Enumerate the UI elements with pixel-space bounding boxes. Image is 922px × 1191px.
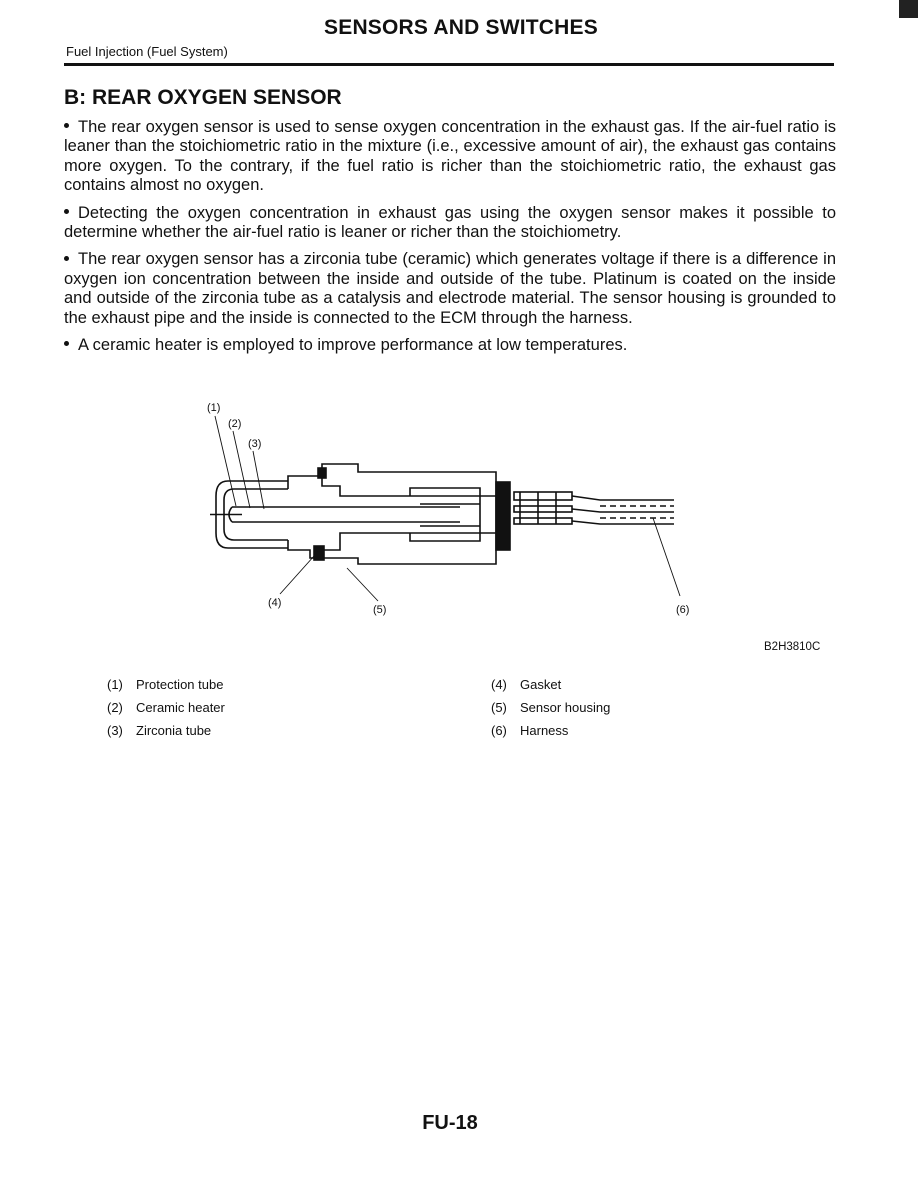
page-number: FU-18 (422, 1112, 478, 1134)
legend-label: Zirconia tube (136, 723, 212, 738)
legend-number: (5) (491, 700, 507, 715)
legend-left (107, 673, 225, 742)
callout-5: (5) (373, 604, 387, 616)
header-rule (64, 63, 834, 66)
legend-item (491, 673, 610, 696)
legend-label: Harness (520, 723, 569, 738)
legend-label: Gasket (520, 677, 562, 692)
callout-6: (6) (676, 604, 690, 616)
callout-4: (4) (268, 597, 282, 609)
bullet-icon (64, 123, 69, 128)
leader-lines (215, 416, 680, 601)
paragraph-text: Detecting the oxygen concentration in exhaust gas using the oxygen sensor makes it possible to determine whether the air-fuel ratio is leaner or richer than the stoichiometry. (64, 203, 836, 242)
paragraph-text: The rear oxygen sensor is used to sense oxygen concentration in the exhaust gas. If the air-fuel ratio is leaner than the stoichiometric ratio in the mixture (i.e., excessive amount of air), the exhaust gas contains more oxygen. To the contrary, if the fuel ratio is richer than the stoichiometric ratio, the exhaust gas contains almost no oxygen. (64, 118, 836, 195)
legend-number: (4) (491, 677, 507, 692)
callout-3: (3) (248, 438, 262, 450)
legend-item (107, 673, 225, 696)
legend-item (107, 696, 225, 719)
legend-number: (3) (107, 723, 123, 738)
legend-item (491, 696, 610, 719)
paragraph (64, 250, 836, 328)
header-subtitle: Fuel Injection (Fuel System) (66, 44, 228, 59)
legend-number: (1) (107, 677, 123, 692)
legend-label: Ceramic heater (136, 700, 225, 715)
bullet-icon (64, 341, 69, 346)
body-text (64, 118, 836, 363)
section-title: B: REAR OXYGEN SENSOR (64, 86, 342, 109)
legend-number: (6) (491, 723, 507, 738)
legend-label: Sensor housing (520, 700, 611, 715)
paragraph (64, 336, 836, 355)
legend-label: Protection tube (136, 677, 224, 692)
oxygen-sensor-diagram (190, 396, 690, 622)
legend-number: (2) (107, 700, 123, 715)
legend-item (491, 719, 610, 742)
paragraph-text: A ceramic heater is employed to improve performance at low temperatures. (78, 336, 628, 355)
legend-item (107, 719, 225, 742)
bullet-icon (64, 256, 69, 261)
figure-reference-code: B2H3810C (764, 641, 821, 653)
header-title: SENSORS AND SWITCHES (324, 16, 598, 39)
sensor-drawing (210, 464, 674, 564)
legend-right (491, 673, 610, 742)
paragraph-text: The rear oxygen sensor has a zirconia tube (ceramic) which generates voltage if there is a difference in oxygen ion concentration between the inside and outside of the tube. Platinum is coated on the inside and outside of the zirconia tube as a catalysis and electrode material. The sensor housing is grounded to the exhaust pipe and the inside is connected to the ECM through the harness. (64, 250, 836, 327)
bullet-icon (64, 209, 69, 214)
paragraph (64, 118, 836, 196)
callout-2: (2) (228, 418, 242, 430)
paragraph (64, 204, 836, 243)
callout-1: (1) (207, 402, 221, 414)
